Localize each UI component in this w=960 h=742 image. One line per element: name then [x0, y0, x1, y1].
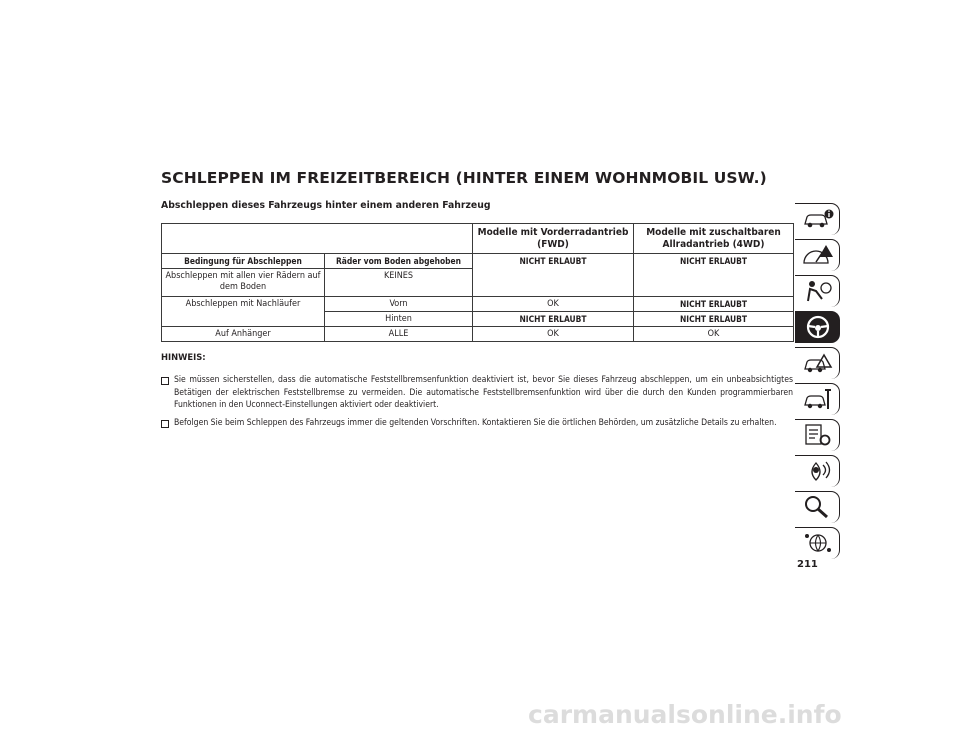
table-header-empty: [162, 224, 473, 254]
note-text: Sie müssen sicherstellen, dass die automatische Feststellbremsenfunktion deaktiviert ist, bevor Sie dieses Fahrzeug abschleppen, um ein unbeabsichtigtes Betätigen der elektrischen Feststellbremse zu vermeiden. Die automatische Feststellbremsenfunktion wird über die durch den Kunden programmierbaren Funktionen in den Uconnect-Einstellungen aktiviert oder deaktiviert.: [174, 375, 793, 411]
table-cell: Abschleppen mit Nachläufer: [162, 297, 325, 327]
tab-safety[interactable]: [795, 275, 840, 307]
list-item: [161, 374, 793, 412]
steering-wheel-icon: [802, 315, 834, 339]
table-subheader-row: [162, 254, 794, 269]
tab-car-info[interactable]: [795, 203, 840, 235]
table-cell: Auf Anhänger: [162, 327, 325, 342]
note-text: Befolgen Sie beim Schleppen des Fahrzeugs immer die geltenden Vorschriften. Kontaktieren Sie die örtlichen Behörden, um zusätzliche Details zu erhalten.: [174, 418, 777, 428]
table-cell: OK: [473, 327, 634, 342]
table-cell: NICHT ERLAUBT: [634, 297, 794, 312]
table-cell: OK: [634, 327, 794, 342]
col-wheels-header: Räder vom Boden abgehoben: [325, 254, 473, 269]
languages-icon: [802, 531, 834, 555]
towing-table: [161, 223, 794, 342]
table-cell: KEINES: [325, 269, 473, 297]
tab-index[interactable]: [795, 491, 840, 523]
table-cell: ALLE: [325, 327, 473, 342]
tab-service[interactable]: [795, 383, 840, 415]
header-4wd: Modelle mit zuschaltbaren Allradantrieb (4WD): [634, 224, 794, 254]
note-label: HINWEIS:: [161, 352, 206, 362]
table-cell: NICHT ERLAUBT: [473, 312, 634, 327]
table-cell: NICHT ERLAUBT: [634, 312, 794, 327]
table-header-row: [162, 224, 794, 254]
watermark: carmanualsonline.info: [528, 700, 842, 729]
specifications-icon: [802, 423, 834, 447]
emergency-car-icon: [802, 351, 834, 375]
tab-emergency[interactable]: [795, 347, 840, 379]
car-service-icon: [802, 387, 834, 411]
chapter-tabs: [795, 203, 841, 563]
subsection-title: Abschleppen dieses Fahrzeugs hinter einem anderen Fahrzeug: [161, 200, 491, 211]
table-cell: Vorn: [325, 297, 473, 312]
tab-languages[interactable]: [795, 527, 840, 559]
tab-driving[interactable]: [795, 311, 840, 343]
table-cell: NICHT ERLAUBT: [634, 254, 794, 297]
section-title: SCHLEPPEN IM FREIZEITBEREICH (HINTER EINEM WOHNMOBIL USW.): [161, 169, 767, 187]
table-row: [162, 327, 794, 342]
table-cell: Abschleppen mit allen vier Rädern auf dem Boden: [162, 269, 325, 297]
checkbox-bullet-icon: [161, 377, 169, 385]
col-condition-header: Bedingung für Abschleppen: [162, 254, 325, 269]
table-cell: OK: [473, 297, 634, 312]
tab-specifications[interactable]: [795, 419, 840, 451]
car-info-icon: [802, 207, 834, 231]
tab-dashboard[interactable]: [795, 239, 840, 271]
table-row: [162, 297, 794, 312]
multimedia-icon: [802, 459, 834, 483]
table-cell: NICHT ERLAUBT: [473, 254, 634, 297]
search-index-icon: [802, 495, 834, 519]
page-number: 211: [797, 559, 818, 570]
tab-multimedia[interactable]: [795, 455, 840, 487]
table-cell: Hinten: [325, 312, 473, 327]
dashboard-warning-icon: [802, 243, 834, 267]
safety-airbag-icon: [802, 279, 834, 303]
list-item: [161, 417, 793, 430]
header-fwd: Modelle mit Vorderradantrieb (FWD): [473, 224, 634, 254]
checkbox-bullet-icon: [161, 420, 169, 428]
